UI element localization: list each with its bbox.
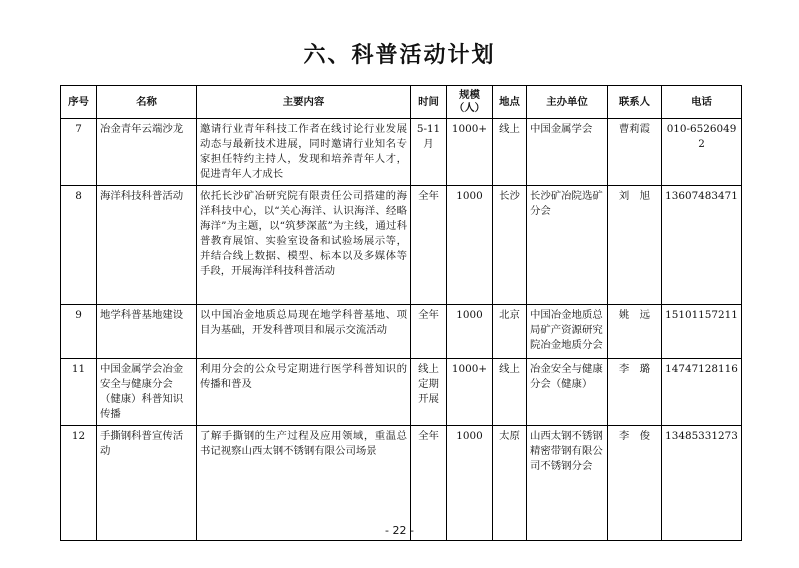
cell-name: 冶金青年云端沙龙 bbox=[97, 119, 197, 186]
cell-name: 海洋科技科普活动 bbox=[97, 186, 197, 305]
cell-content: 了解手撕钢的生产过程及应用领域，重温总书记视察山西太钢不锈钢有限公司场景 bbox=[197, 426, 411, 541]
cell-organizer: 中国冶金地质总局矿产资源研究院冶金地质分会 bbox=[527, 305, 608, 359]
cell-contact: 李 俊 bbox=[608, 426, 662, 541]
cell-place: 北京 bbox=[493, 305, 527, 359]
table-row bbox=[61, 186, 742, 305]
cell-name: 手撕钢科普宣传活动 bbox=[97, 426, 197, 541]
cell-name: 中国金属学会冶金安全与健康分会（健康）科普知识传播 bbox=[97, 359, 197, 426]
cell-place: 太原 bbox=[493, 426, 527, 541]
cell-scale: 1000 bbox=[447, 186, 493, 305]
cell-phone: 13607483471 bbox=[662, 186, 742, 305]
cell-phone: 14747128116 bbox=[662, 359, 742, 426]
header-place: 地点 bbox=[493, 86, 527, 119]
header-no: 序号 bbox=[61, 86, 97, 119]
cell-time: 5-11月 bbox=[411, 119, 447, 186]
cell-no: 7 bbox=[61, 119, 97, 186]
header-contact: 联系人 bbox=[608, 86, 662, 119]
cell-name: 地学科普基地建设 bbox=[97, 305, 197, 359]
cell-organizer: 长沙矿冶院选矿分会 bbox=[527, 186, 608, 305]
cell-phone: 15101157211 bbox=[662, 305, 742, 359]
cell-contact: 李 璐 bbox=[608, 359, 662, 426]
header-phone: 电话 bbox=[662, 86, 742, 119]
table-row bbox=[61, 119, 742, 186]
cell-time: 全年 bbox=[411, 426, 447, 541]
table-header-row bbox=[61, 86, 742, 119]
cell-organizer: 山西太钢不锈钢精密带钢有限公司不锈钢分会 bbox=[527, 426, 608, 541]
cell-time: 线上定期开展 bbox=[411, 359, 447, 426]
cell-phone: 13485331273 bbox=[662, 426, 742, 541]
activity-plan-table bbox=[60, 85, 742, 541]
page-title: 六、科普活动计划 bbox=[303, 43, 496, 68]
header-time: 时间 bbox=[411, 86, 447, 119]
cell-no: 11 bbox=[61, 359, 97, 426]
cell-contact: 刘 旭 bbox=[608, 186, 662, 305]
cell-no: 9 bbox=[61, 305, 97, 359]
cell-time: 全年 bbox=[411, 186, 447, 305]
header-organizer: 主办单位 bbox=[527, 86, 608, 119]
cell-scale: 1000 bbox=[447, 426, 493, 541]
cell-time: 全年 bbox=[411, 305, 447, 359]
header-content: 主要内容 bbox=[197, 86, 411, 119]
cell-content: 利用分会的公众号定期进行医学科普知识的传播和普及 bbox=[197, 359, 411, 426]
cell-organizer: 中国金属学会 bbox=[527, 119, 608, 186]
cell-place: 线上 bbox=[493, 119, 527, 186]
cell-scale: 1000+ bbox=[447, 119, 493, 186]
table-row bbox=[61, 359, 742, 426]
cell-scale: 1000 bbox=[447, 305, 493, 359]
cell-no: 12 bbox=[61, 426, 97, 541]
cell-content: 依托长沙矿冶研究院有限责任公司搭建的海洋科技中心，以“关心海洋、认识海洋、经略海洋”为主题，以“筑梦深蓝”为主线，通过科普教育展馆、实验室设备和试验场展示等，并结合线上数据、模型、标本以及多媒体等手段，开展海洋科技科普活动 bbox=[197, 186, 411, 305]
cell-contact: 曹莉霞 bbox=[608, 119, 662, 186]
cell-organizer: 冶金安全与健康分会（健康） bbox=[527, 359, 608, 426]
cell-place: 线上 bbox=[493, 359, 527, 426]
cell-place: 长沙 bbox=[493, 186, 527, 305]
cell-content: 以中国冶金地质总局现在地学科普基地、项目为基础，开发科普项目和展示交流活动 bbox=[197, 305, 411, 359]
page-number: - 22 - bbox=[385, 524, 414, 537]
cell-no: 8 bbox=[61, 186, 97, 305]
table-row bbox=[61, 305, 742, 359]
cell-phone: 010-65260492 bbox=[662, 119, 742, 186]
header-scale: 规模 （人） bbox=[447, 86, 493, 119]
cell-contact: 姚 远 bbox=[608, 305, 662, 359]
cell-content: 邀请行业青年科技工作者在线讨论行业发展动态与最新技术进展，同时邀请行业知名专家担任特约主持人，发现和培养青年人才，促进青年人才成长 bbox=[197, 119, 411, 186]
header-name: 名称 bbox=[97, 86, 197, 119]
cell-scale: 1000+ bbox=[447, 359, 493, 426]
